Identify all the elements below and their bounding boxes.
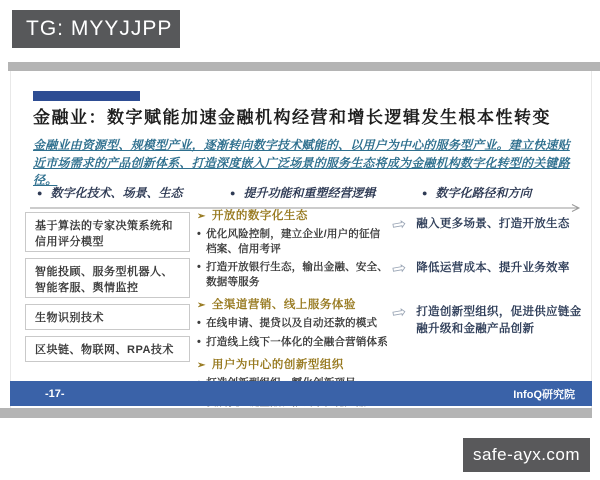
tech-box: 智能投顾、服务型机器人、智能客服、舆情监控 xyxy=(25,258,190,298)
function-item-text: 优化风险控制，建立企业/用户的征信档案、信用考评 xyxy=(206,228,381,255)
bullet-dot-icon: ● xyxy=(230,188,236,198)
direction-item-text: 融入更多场景、打造开放生态 xyxy=(416,218,570,230)
tg-badge-text: TG: MYYJJPP xyxy=(26,17,173,40)
function-group-title-text: 开放的数字化生态 xyxy=(211,210,308,222)
direction-item-text: 打造创新型组织，促进供应链金融升级和金融产品创新 xyxy=(416,306,582,335)
column-header-left xyxy=(37,184,182,201)
function-item-text: 打造开放银行生态，输出金融、安全、数据等服务 xyxy=(206,261,388,288)
direction-item xyxy=(390,213,588,236)
bullet-dot-icon: ● xyxy=(37,188,43,198)
dot-bullet-icon: • xyxy=(197,228,202,240)
tech-box: 生物识别技术 xyxy=(25,304,190,330)
function-item xyxy=(197,316,389,331)
function-item xyxy=(197,227,389,256)
slide-subtitle: 金融业由资源型、规模型产业，逐渐转向数字技术赋能的、以用户为中心的服务型产业。建立快速贴近市场需求的产品创新体系、打造深度嵌入广泛场景的服务生态将成为金融机构数字化转型的关键路径。 xyxy=(33,138,570,187)
function-group-title xyxy=(197,296,389,312)
column-header-middle-label: 提升功能和重塑经营逻辑 xyxy=(243,186,376,200)
column-header-right xyxy=(422,184,531,201)
arrow-bullet-icon: ➢ xyxy=(197,211,206,222)
function-item xyxy=(197,335,389,350)
title-accent-bar xyxy=(33,91,140,101)
tech-box: 区块链、物联网、RPA技术 xyxy=(25,336,190,362)
tg-badge xyxy=(12,10,180,48)
bullet-dot-icon: ● xyxy=(422,188,428,198)
hollow-arrow-icon: ⇨ xyxy=(390,257,408,280)
column-header-right-label: 数字化路径和方向 xyxy=(435,186,532,200)
hollow-arrow-icon: ⇨ xyxy=(390,301,408,324)
function-group-title xyxy=(197,356,389,372)
direction-column xyxy=(390,213,588,365)
function-group-title-text: 全渠道营销、线上服务体验 xyxy=(211,299,356,311)
function-group xyxy=(197,296,389,349)
function-item-text: 打造线上线下一体化的全融合营销体系 xyxy=(206,335,388,348)
column-header-left-label: 数字化技术、场景、生态 xyxy=(50,186,183,200)
slide-footer xyxy=(10,381,592,406)
arrow-bullet-icon: ➢ xyxy=(197,300,206,311)
dot-bullet-icon: • xyxy=(197,335,202,348)
slide-bottom-edge xyxy=(0,408,592,418)
column-header-middle xyxy=(230,184,375,201)
function-item-text: 在线申请、提贷以及自动还款的模式 xyxy=(206,317,378,329)
function-item xyxy=(197,260,389,289)
tech-box: 基于算法的专家决策系统和信用评分模型 xyxy=(25,212,190,252)
page-number: -17- xyxy=(45,387,65,400)
function-group-title-text: 用户为中心的创新型组织 xyxy=(211,359,344,371)
footer-org: InfoQ研究院 xyxy=(513,388,575,401)
dot-bullet-icon: • xyxy=(197,317,202,329)
function-group-title xyxy=(197,207,389,223)
function-group xyxy=(197,207,389,289)
slide-title: 金融业：数字赋能加速金融机构经营和增长逻辑发生根本性转变 xyxy=(33,108,551,127)
direction-item xyxy=(390,257,588,280)
dot-bullet-icon: • xyxy=(197,261,202,273)
hollow-arrow-icon: ⇨ xyxy=(390,213,408,236)
arrow-bullet-icon: ➢ xyxy=(197,360,206,371)
slide-top-edge xyxy=(8,62,600,71)
watermark-badge xyxy=(463,438,590,472)
direction-item-text: 降低运营成本、提升业务效率 xyxy=(416,262,570,274)
direction-item xyxy=(390,301,588,338)
watermark-text: safe-ayx.com xyxy=(472,445,581,464)
